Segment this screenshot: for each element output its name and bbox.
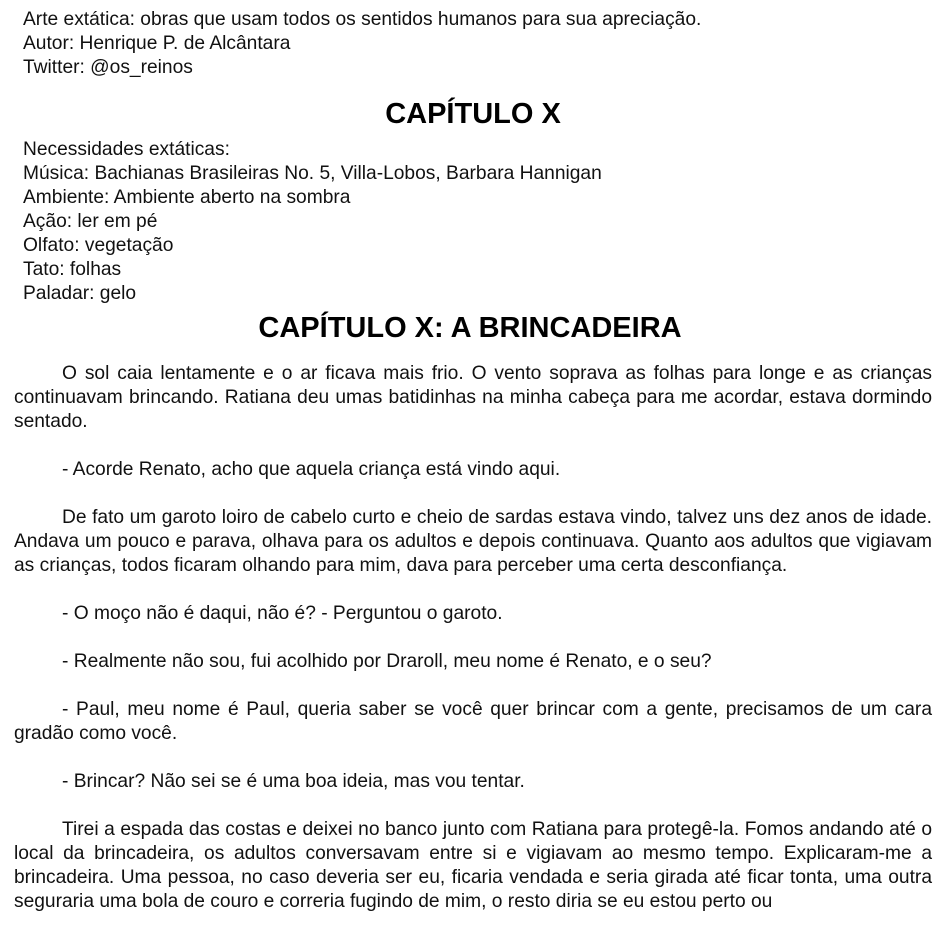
document-metadata	[23, 8, 923, 80]
needs-item-touch: Tato: folhas	[23, 259, 122, 280]
needs-item-music: Música: Bachianas Brasileiras No. 5, Villa-Lobos, Barbara Hannigan	[23, 163, 602, 184]
paragraph: O sol caia lentamente e o ar ficava mais frio. O vento soprava as folhas para longe e as crianças continuavam brincando. Ratiana deu umas batidinhas na minha cabeça para me acordar, estava dormindo sentado.	[14, 363, 932, 432]
needs-item-taste: Paladar: gelo	[23, 283, 137, 304]
dialogue-paragraph: - O moço não é daqui, não é? - Perguntou o garoto.	[62, 603, 503, 624]
paragraph: Tirei a espada das costas e deixei no banco junto com Ratiana para protegê-la. Fomos andando até o local da brincadeira, os adultos conversavam entre si e vigiavam ao mesmo tempo. Explicaram-me a brincadeira. Uma pessoa, no caso deveria ser eu, ficaria vendada e seria girada até ficar tonta, uma outra seguraria uma bola de couro e correria fugindo de mim, o resto diria se eu estou perto ou	[14, 819, 932, 912]
paragraph: De fato um garoto loiro de cabelo curto e cheio de sardas estava vindo, talvez uns dez anos de idade. Andava um pouco e parava, olhava para os adultos e depois continuava. Quanto aos adultos que vigiavam as crianças, todos ficaram olhando para mim, dava para perceber uma certa desconfiança.	[14, 507, 932, 576]
needs-item-smell: Olfato: vegetação	[23, 235, 174, 256]
dialogue-paragraph: - Paul, meu nome é Paul, queria saber se você quer brincar com a gente, precisamos de um cara gradão como você.	[14, 699, 932, 744]
ecstatic-needs-list	[23, 138, 923, 306]
dialogue-paragraph: - Brincar? Não sei se é uma boa ideia, mas vou tentar.	[62, 771, 525, 792]
needs-item-ambient: Ambiente: Ambiente aberto na sombra	[23, 187, 351, 208]
twitter-line: Twitter: @os_reinos	[23, 57, 193, 78]
needs-title: Necessidades extáticas:	[23, 139, 230, 160]
chapter-heading: CAPÍTULO X	[385, 98, 561, 130]
chapter-body	[14, 362, 932, 938]
subtitle-line: Arte extática: obras que usam todos os sentidos humanos para sua apreciação.	[23, 9, 702, 30]
chapter-title: CAPÍTULO X: A BRINCADEIRA	[258, 312, 682, 344]
needs-item-action: Ação: ler em pé	[23, 211, 158, 232]
author-line: Autor: Henrique P. de Alcântara	[23, 33, 291, 54]
dialogue-paragraph: - Realmente não sou, fui acolhido por Draroll, meu nome é Renato, e o seu?	[62, 651, 712, 672]
dialogue-paragraph: - Acorde Renato, acho que aquela criança está vindo aqui.	[62, 459, 561, 480]
